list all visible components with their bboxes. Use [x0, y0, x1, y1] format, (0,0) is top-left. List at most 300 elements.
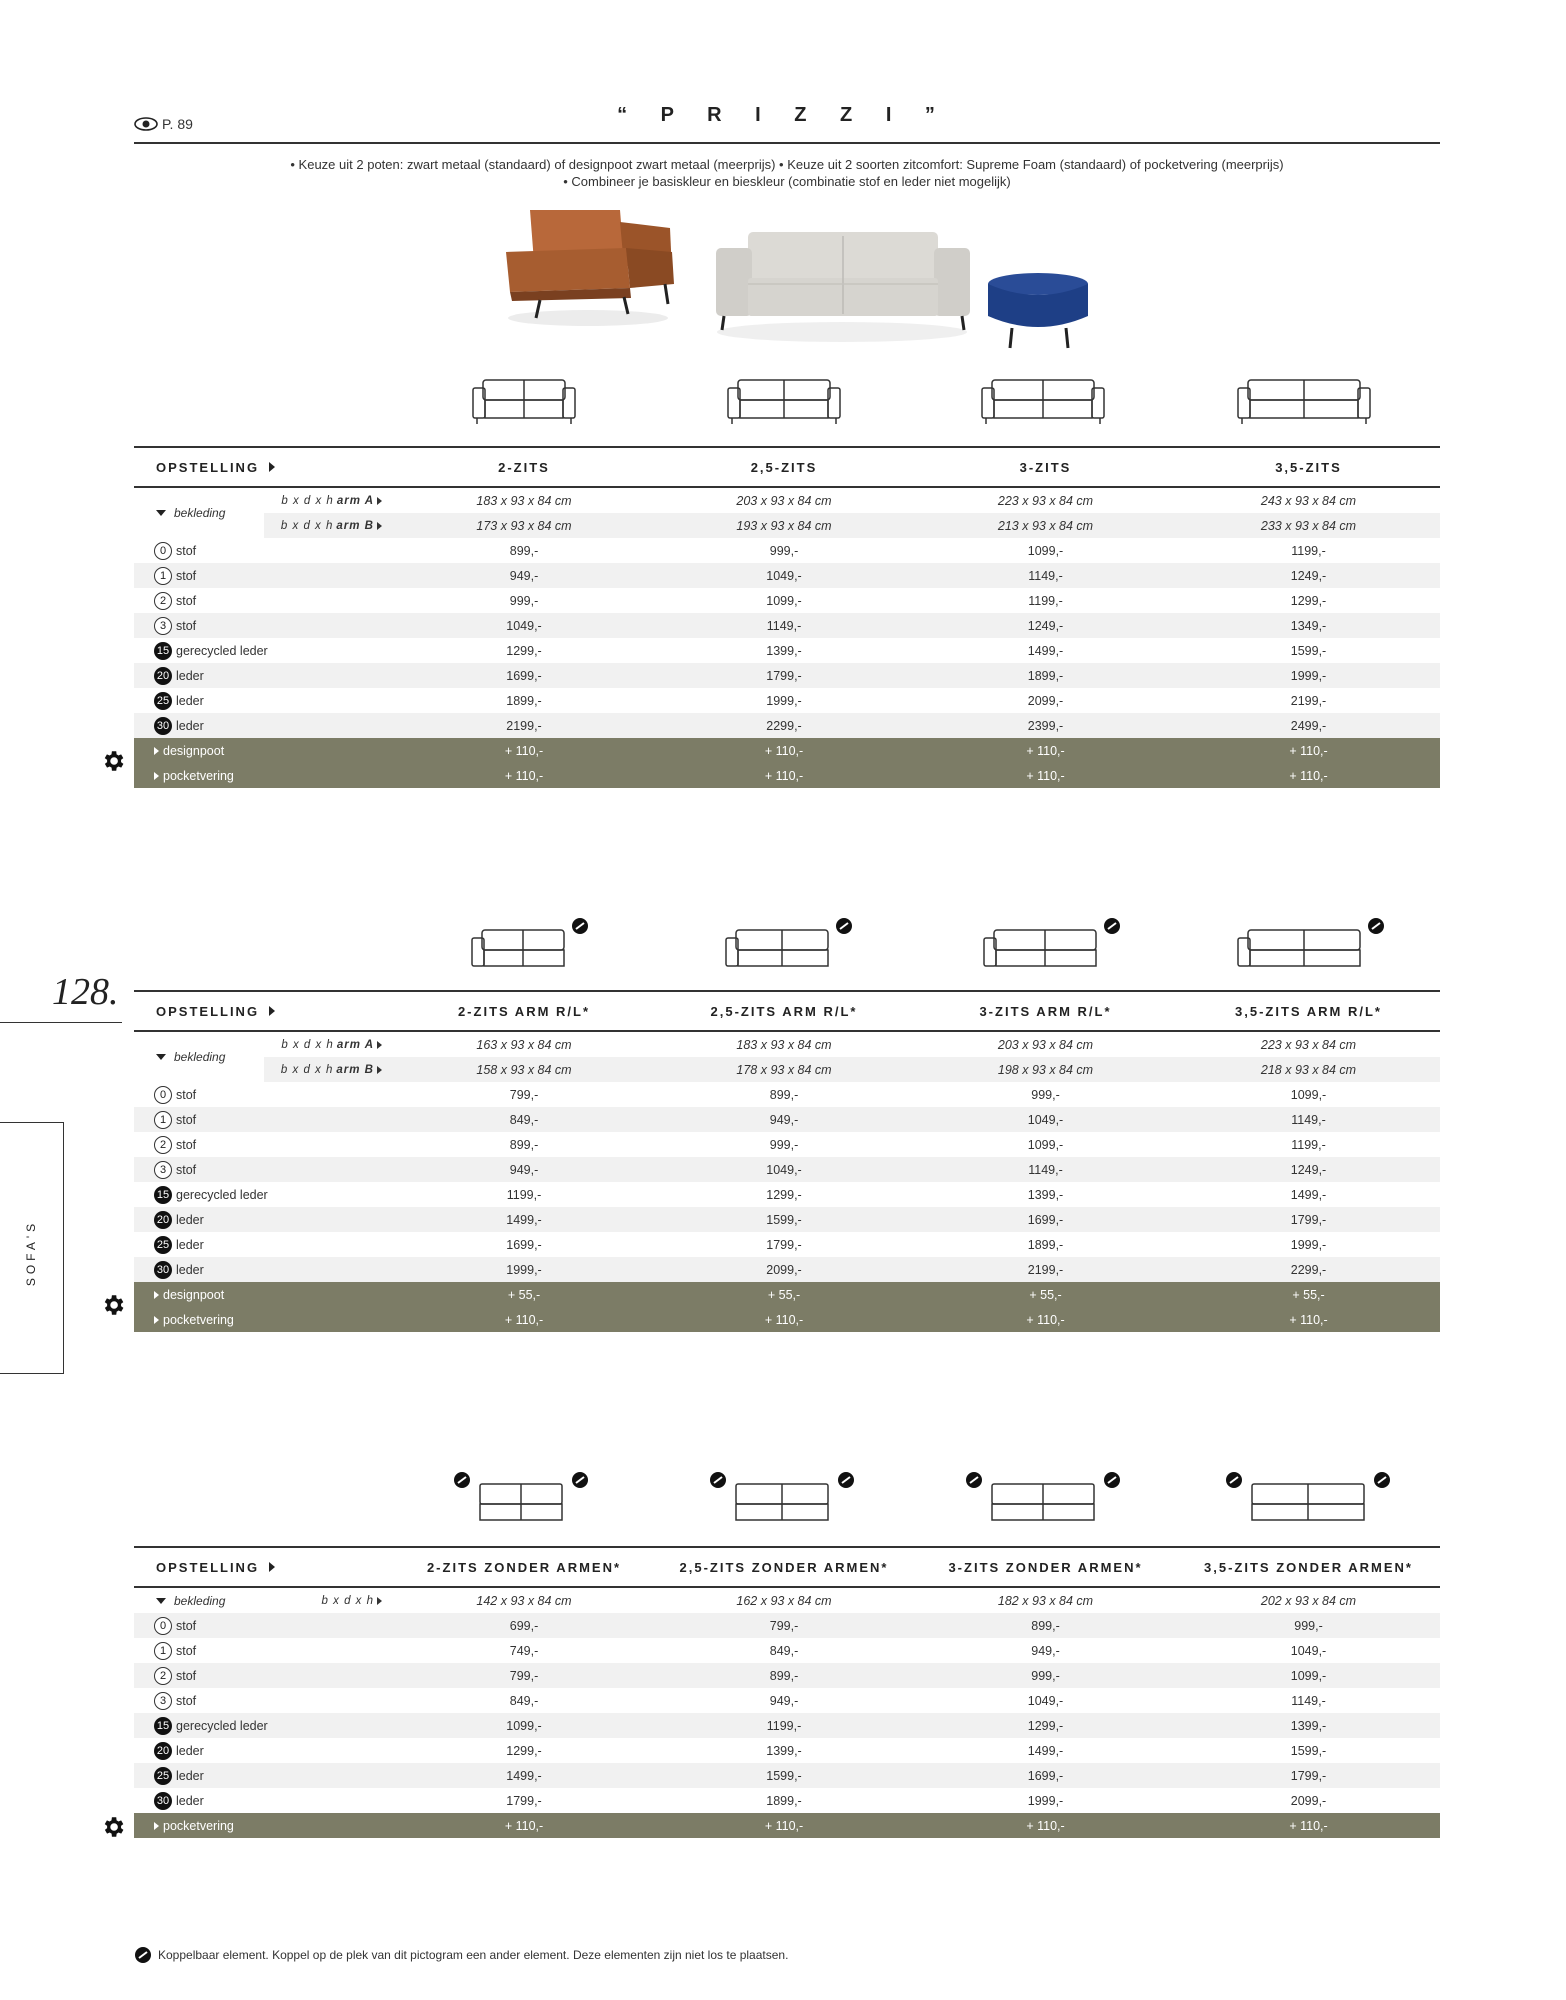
- price-cell: 1199,-: [1028, 593, 1063, 608]
- bekleding-label: bekleding: [174, 506, 226, 520]
- price-cell: 1899,-: [506, 693, 542, 708]
- dimension-label: b x d x h arm A: [264, 1039, 394, 1051]
- note-line: • Combineer je basiskleur en bieskleur (combinatie stof en leder niet mogelijk): [563, 174, 1011, 189]
- column-header: 3,5-ZITS ZONDER ARMEN*: [1204, 1559, 1413, 1575]
- option-row: [134, 1307, 1440, 1332]
- caret-down-icon: [156, 1598, 166, 1604]
- option-price: + 55,-: [914, 1282, 1177, 1307]
- price-cell: 1599,-: [1290, 1743, 1327, 1758]
- gear-icon: [100, 748, 126, 774]
- option-row: [134, 1282, 1440, 1307]
- price-cell: 1499,-: [394, 1207, 654, 1232]
- dimension-label: b x d x h arm B: [264, 1064, 394, 1076]
- price-cell: 999,-: [769, 1137, 799, 1152]
- configuration-icons: [134, 916, 1440, 976]
- sofa-outline-icon: [708, 1470, 858, 1526]
- material-label: leder: [176, 1743, 204, 1758]
- price-row: [134, 1207, 1440, 1232]
- price-cell: 1199,-: [654, 1713, 914, 1738]
- option-row: [134, 1813, 1440, 1838]
- dimension-label: b x d x h arm B: [264, 520, 394, 532]
- price-cell: 2299,-: [654, 713, 914, 738]
- price-cell: 1299,-: [914, 1713, 1177, 1738]
- price-cell: 1799,-: [506, 1793, 542, 1808]
- price-group-badge: 1: [154, 567, 172, 585]
- bekleding-toggle[interactable]: [134, 1050, 264, 1064]
- option-price: + 110,-: [394, 763, 654, 788]
- footnote: [134, 1946, 788, 1964]
- column-header: 3-ZITS ARM R/L*: [979, 1003, 1112, 1019]
- option-label: designpoot: [163, 1287, 225, 1302]
- configuration-icons: [134, 372, 1440, 432]
- option-price: + 110,-: [1177, 738, 1440, 763]
- price-group-badge: 30: [154, 1792, 172, 1810]
- price-cell: 999,-: [509, 593, 539, 608]
- price-row: [134, 1082, 1440, 1107]
- price-cell: 1999,-: [1290, 1237, 1327, 1252]
- column-header: 2,5-ZITS ARM R/L*: [710, 1003, 858, 1019]
- price-group-badge: 3: [154, 617, 172, 635]
- price-cell: 949,-: [1031, 1643, 1060, 1658]
- price-row: [134, 1613, 1440, 1638]
- sofa-outline-icon: [1234, 916, 1390, 972]
- price-cell: 1149,-: [654, 613, 914, 638]
- option-price: + 110,-: [394, 1813, 654, 1838]
- column-header: 2-ZITS: [498, 459, 550, 475]
- gear-icon: [100, 1292, 126, 1318]
- dimension-value: 162 x 93 x 84 cm: [736, 1593, 832, 1608]
- option-price: + 110,-: [914, 738, 1177, 763]
- caret-right-icon: [154, 747, 159, 755]
- price-group-badge: 30: [154, 1261, 172, 1279]
- price-group-badge: 25: [154, 1767, 172, 1785]
- price-row: [134, 663, 1440, 688]
- link-icon: [134, 1946, 152, 1964]
- sofa-outline-icon: [964, 1470, 1124, 1526]
- bekleding-toggle[interactable]: [134, 506, 264, 520]
- dimension-row: [134, 487, 1440, 513]
- option-price: + 110,-: [1177, 763, 1440, 788]
- material-label: leder: [176, 1768, 204, 1783]
- material-label: leder: [176, 1793, 204, 1808]
- price-cell: 1999,-: [766, 693, 802, 708]
- price-cell: 1049,-: [654, 1157, 914, 1182]
- page-reference-text: P. 89: [162, 116, 193, 132]
- price-cell: 999,-: [914, 1663, 1177, 1688]
- price-cell: 999,-: [1031, 1087, 1060, 1102]
- option-label: pocketvering: [163, 768, 234, 783]
- caret-down-icon: [156, 1054, 166, 1060]
- price-row: [134, 713, 1440, 738]
- dimension-label: b x d x h arm A: [264, 495, 394, 507]
- dimension-label: b x d x h: [264, 1595, 394, 1607]
- price-cell: 799,-: [509, 1087, 539, 1102]
- column-header: 2-ZITS ZONDER ARMEN*: [426, 1559, 622, 1575]
- material-label: gerecycled leder: [176, 643, 268, 658]
- material-label: gerecycled leder: [176, 1718, 268, 1733]
- price-cell: 1149,-: [914, 563, 1177, 588]
- price-table: [134, 1546, 1440, 1838]
- table-header-row: [134, 991, 1440, 1031]
- price-row: [134, 1763, 1440, 1788]
- price-group-badge: 2: [154, 592, 172, 610]
- price-cell: 2199,-: [1290, 693, 1327, 708]
- dimension-value: 158 x 93 x 84 cm: [394, 1057, 654, 1082]
- price-cell: 1399,-: [766, 643, 802, 658]
- price-cell: 849,-: [509, 1693, 539, 1708]
- sofa-outline-icon: [1224, 1470, 1394, 1526]
- dimension-value: 233 x 93 x 84 cm: [1177, 513, 1440, 538]
- sofa-outline-icon: [468, 916, 594, 972]
- price-cell: 1099,-: [1027, 1137, 1064, 1152]
- option-row: [134, 763, 1440, 788]
- price-cell: 1249,-: [914, 613, 1177, 638]
- material-label: gerecycled leder: [176, 1187, 268, 1202]
- price-group-badge: 0: [154, 1617, 172, 1635]
- caret-right-icon: [154, 772, 159, 780]
- dimension-value: 183 x 93 x 84 cm: [736, 1037, 832, 1052]
- option-label: designpoot: [163, 743, 225, 758]
- price-cell: 2099,-: [1027, 693, 1064, 708]
- opstelling-label: OPSTELLING: [156, 459, 260, 475]
- column-header: 3-ZITS: [1019, 459, 1072, 475]
- price-cell: 1399,-: [1177, 1713, 1440, 1738]
- price-cell: 1499,-: [1027, 1743, 1064, 1758]
- header-divider: [134, 142, 1440, 144]
- price-cell: 1049,-: [394, 613, 654, 638]
- price-group-badge: 3: [154, 1161, 172, 1179]
- column-header: 2-ZITS ARM R/L*: [457, 1003, 591, 1019]
- dimension-value: 243 x 93 x 84 cm: [1260, 493, 1357, 508]
- price-cell: 999,-: [1177, 1613, 1440, 1638]
- dimension-value: 193 x 93 x 84 cm: [654, 513, 914, 538]
- price-cell: 1499,-: [1290, 1187, 1327, 1202]
- price-cell: 899,-: [654, 1663, 914, 1688]
- material-label: stof: [176, 568, 197, 583]
- option-label: pocketvering: [163, 1818, 234, 1833]
- price-row: [134, 1688, 1440, 1713]
- page-number-rule: [0, 1022, 122, 1023]
- price-cell: 699,-: [394, 1613, 654, 1638]
- price-cell: 1049,-: [654, 563, 914, 588]
- price-row: [134, 1788, 1440, 1813]
- gear-icon: [100, 1814, 126, 1840]
- material-label: stof: [176, 1668, 197, 1683]
- price-cell: 999,-: [769, 543, 799, 558]
- material-label: leder: [176, 1212, 204, 1227]
- price-cell: 1149,-: [1177, 1107, 1440, 1132]
- option-price: + 55,-: [654, 1282, 914, 1307]
- price-cell: 2199,-: [394, 713, 654, 738]
- column-header: 3-ZITS ZONDER ARMEN*: [948, 1559, 1143, 1575]
- price-cell: 1299,-: [1290, 593, 1327, 608]
- price-cell: 2099,-: [654, 1257, 914, 1282]
- price-group-badge: 15: [154, 1186, 172, 1204]
- option-row: [134, 738, 1440, 763]
- price-cell: 849,-: [769, 1643, 799, 1658]
- material-label: stof: [176, 1162, 197, 1177]
- price-cell: 1199,-: [1291, 543, 1326, 558]
- price-cell: 1799,-: [1177, 1763, 1440, 1788]
- column-header: 2,5-ZITS ZONDER ARMEN*: [679, 1559, 889, 1575]
- dimension-value: 173 x 93 x 84 cm: [394, 513, 654, 538]
- price-row: [134, 1713, 1440, 1738]
- price-cell: 2499,-: [1177, 713, 1440, 738]
- price-row: [134, 1132, 1440, 1157]
- material-label: stof: [176, 1087, 197, 1102]
- price-group-badge: 0: [154, 542, 172, 560]
- price-row: [134, 1107, 1440, 1132]
- price-cell: 1299,-: [506, 643, 542, 658]
- price-cell: 899,-: [509, 543, 539, 558]
- caret-right-icon: [154, 1291, 159, 1299]
- sofa-outline-icon: [722, 916, 858, 972]
- dimension-value: 223 x 93 x 84 cm: [1260, 1037, 1357, 1052]
- caret-right-icon: [154, 1822, 159, 1830]
- dimension-value: 198 x 93 x 84 cm: [914, 1057, 1177, 1082]
- dimension-value: 182 x 93 x 84 cm: [997, 1593, 1094, 1608]
- sofa-outline-icon: [469, 372, 579, 428]
- caret-right-icon: [154, 1316, 159, 1324]
- option-price: + 110,-: [654, 763, 914, 788]
- price-cell: 2199,-: [914, 1257, 1177, 1282]
- material-label: leder: [176, 1237, 204, 1252]
- dimension-value: 142 x 93 x 84 cm: [476, 1593, 572, 1608]
- price-group-badge: 0: [154, 1086, 172, 1104]
- product-photo-pouf: [986, 272, 1090, 356]
- price-row: [134, 1663, 1440, 1688]
- opstelling-label: OPSTELLING: [156, 1003, 260, 1019]
- price-row: [134, 1638, 1440, 1663]
- price-cell: 2099,-: [1290, 1793, 1327, 1808]
- table-header-row: [134, 447, 1440, 487]
- price-group-badge: 20: [154, 667, 172, 685]
- price-cell: 2299,-: [1177, 1257, 1440, 1282]
- price-cell: 1099,-: [766, 593, 802, 608]
- price-cell: 1049,-: [1027, 1693, 1064, 1708]
- section-side-tab[interactable]: [0, 1122, 64, 1374]
- caret-right-icon: [377, 1041, 382, 1049]
- price-cell: 1699,-: [914, 1763, 1177, 1788]
- price-cell: 1199,-: [1291, 1137, 1326, 1152]
- caret-right-icon: [377, 497, 382, 505]
- dimension-row: [134, 1587, 1440, 1613]
- price-row: [134, 1738, 1440, 1763]
- caret-right-icon: [377, 1066, 382, 1074]
- price-cell: 749,-: [509, 1643, 539, 1658]
- dimension-row: [134, 513, 1440, 538]
- price-row: [134, 563, 1440, 588]
- material-label: stof: [176, 1643, 197, 1658]
- material-label: stof: [176, 618, 197, 633]
- opstelling-label: OPSTELLING: [156, 1559, 260, 1575]
- price-cell: 1599,-: [654, 1207, 914, 1232]
- material-label: leder: [176, 718, 204, 733]
- column-header: 2,5-ZITS: [750, 459, 818, 475]
- note-line: • Keuze uit 2 poten: zwart metaal (standaard) of designpoot zwart metaal (meerprijs) • Keuze uit 2 soorten zitcomfort: Supreme Foam (standaard) of pocketvering (meerprijs): [290, 157, 1284, 172]
- price-group-badge: 2: [154, 1667, 172, 1685]
- dimension-row: [134, 1057, 1440, 1082]
- option-label: pocketvering: [163, 1312, 234, 1327]
- material-label: leder: [176, 1262, 204, 1277]
- price-cell: 1099,-: [394, 1713, 654, 1738]
- option-price: + 110,-: [914, 1813, 1177, 1838]
- price-cell: 949,-: [654, 1107, 914, 1132]
- dimension-value: 163 x 93 x 84 cm: [476, 1037, 572, 1052]
- price-group-badge: 30: [154, 717, 172, 735]
- material-label: leder: [176, 668, 204, 683]
- footnote-text: Koppelbaar element. Koppel op de plek van dit pictogram een ander element. Deze elementen zijn niet los te plaatsen.: [158, 1948, 789, 1962]
- price-cell: 899,-: [769, 1087, 799, 1102]
- caret-right-icon: [269, 462, 275, 472]
- option-price: + 110,-: [654, 1307, 914, 1332]
- price-cell: 1899,-: [766, 1793, 802, 1808]
- dimension-value: 203 x 93 x 84 cm: [736, 493, 832, 508]
- dimension-value: 213 x 93 x 84 cm: [914, 513, 1177, 538]
- price-cell: 1049,-: [1290, 1643, 1327, 1658]
- price-cell: 1899,-: [1027, 1237, 1064, 1252]
- sofa-outline-icon: [724, 372, 844, 428]
- price-cell: 1249,-: [1177, 1157, 1440, 1182]
- price-cell: 1149,-: [914, 1157, 1177, 1182]
- bekleding-label: bekleding: [174, 1593, 226, 1608]
- product-photo-leather-sofa: [500, 200, 680, 330]
- option-price: + 55,-: [1177, 1282, 1440, 1307]
- price-cell: 1799,-: [1177, 1207, 1440, 1232]
- sofa-outline-icon: [980, 916, 1126, 972]
- price-cell: 1999,-: [1177, 663, 1440, 688]
- price-row: [134, 1257, 1440, 1282]
- price-cell: 1599,-: [1290, 643, 1327, 658]
- material-label: stof: [176, 1112, 197, 1127]
- price-cell: 1499,-: [1027, 643, 1064, 658]
- price-cell: 1049,-: [914, 1107, 1177, 1132]
- price-cell: 1149,-: [1291, 1693, 1326, 1708]
- option-price: + 110,-: [1177, 1307, 1440, 1332]
- price-cell: 1499,-: [394, 1763, 654, 1788]
- price-row: [134, 688, 1440, 713]
- option-price: + 110,-: [394, 1307, 654, 1332]
- column-header: 3,5-ZITS ARM R/L*: [1235, 1003, 1382, 1019]
- option-price: + 110,-: [654, 1813, 914, 1838]
- dimension-value: 183 x 93 x 84 cm: [476, 493, 572, 508]
- price-cell: 1199,-: [506, 1187, 542, 1202]
- material-label: leder: [176, 693, 204, 708]
- dimension-value: 218 x 93 x 84 cm: [1177, 1057, 1440, 1082]
- price-group-badge: 1: [154, 1642, 172, 1660]
- dimension-row: [134, 1031, 1440, 1057]
- caret-down-icon: [156, 510, 166, 516]
- price-group-badge: 20: [154, 1742, 172, 1760]
- sofa-outline-icon: [1234, 372, 1374, 428]
- price-cell: 799,-: [654, 1613, 914, 1638]
- material-label: stof: [176, 593, 197, 608]
- price-cell: 1099,-: [1027, 543, 1064, 558]
- price-cell: 1399,-: [1027, 1187, 1064, 1202]
- caret-right-icon: [269, 1562, 275, 1572]
- price-group-badge: 1: [154, 1111, 172, 1129]
- price-cell: 1699,-: [506, 1237, 542, 1252]
- price-cell: 1399,-: [766, 1743, 802, 1758]
- price-table: [134, 990, 1440, 1332]
- price-cell: 1799,-: [766, 1237, 802, 1252]
- price-cell: 1099,-: [1290, 1087, 1327, 1102]
- price-cell: 1299,-: [506, 1743, 542, 1758]
- material-label: stof: [176, 1618, 197, 1633]
- caret-right-icon: [269, 1006, 275, 1016]
- price-cell: 2399,-: [914, 713, 1177, 738]
- sofa-outline-icon: [978, 372, 1108, 428]
- price-group-badge: 25: [154, 692, 172, 710]
- price-cell: 1599,-: [654, 1763, 914, 1788]
- price-cell: 1349,-: [1177, 613, 1440, 638]
- option-price: + 110,-: [654, 738, 914, 763]
- price-row: [134, 1232, 1440, 1257]
- material-label: stof: [176, 1137, 197, 1152]
- dimension-value: 202 x 93 x 84 cm: [1260, 1593, 1357, 1608]
- column-header: 3,5-ZITS: [1275, 459, 1342, 475]
- price-cell: 849,-: [394, 1107, 654, 1132]
- dimension-value: 203 x 93 x 84 cm: [997, 1037, 1094, 1052]
- configuration-icons: [134, 1470, 1440, 1530]
- dimension-value: 178 x 93 x 84 cm: [654, 1057, 914, 1082]
- price-cell: 899,-: [509, 1137, 539, 1152]
- material-label: stof: [176, 543, 197, 558]
- material-label: stof: [176, 1693, 197, 1708]
- price-row: [134, 538, 1440, 563]
- option-price: + 110,-: [914, 1307, 1177, 1332]
- price-group-badge: 15: [154, 1717, 172, 1735]
- caret-right-icon: [377, 1597, 382, 1605]
- price-cell: 949,-: [394, 1157, 654, 1182]
- price-cell: 1699,-: [394, 663, 654, 688]
- price-cell: 949,-: [394, 563, 654, 588]
- option-price: + 110,-: [1177, 1813, 1440, 1838]
- product-photo-fabric-sofa: [712, 228, 972, 348]
- price-cell: 799,-: [394, 1663, 654, 1688]
- bekleding-label: bekleding: [174, 1050, 226, 1064]
- price-row: [134, 638, 1440, 663]
- price-group-badge: 15: [154, 642, 172, 660]
- price-cell: 1999,-: [1027, 1793, 1064, 1808]
- price-cell: 1249,-: [1177, 563, 1440, 588]
- price-cell: 1999,-: [394, 1257, 654, 1282]
- table-header-row: [134, 1547, 1440, 1587]
- caret-right-icon: [377, 522, 382, 530]
- bekleding-toggle[interactable]: [134, 1594, 264, 1608]
- page-title: “ P R I Z Z I ”: [617, 104, 949, 126]
- product-notes: [134, 156, 1440, 190]
- price-table: [134, 446, 1440, 788]
- price-cell: 1799,-: [654, 663, 914, 688]
- dimension-value: 223 x 93 x 84 cm: [997, 493, 1094, 508]
- price-cell: 949,-: [769, 1693, 799, 1708]
- price-cell: 1099,-: [1177, 1663, 1440, 1688]
- price-row: [134, 588, 1440, 613]
- price-cell: 1899,-: [914, 663, 1177, 688]
- price-group-badge: 20: [154, 1211, 172, 1229]
- price-group-badge: 2: [154, 1136, 172, 1154]
- side-tab-label: SOFA'S: [24, 1219, 38, 1287]
- option-price: + 55,-: [394, 1282, 654, 1307]
- price-group-badge: 3: [154, 1692, 172, 1710]
- price-cell: 899,-: [914, 1613, 1177, 1638]
- price-row: [134, 1157, 1440, 1182]
- price-cell: 1299,-: [766, 1187, 802, 1202]
- price-group-badge: 25: [154, 1236, 172, 1254]
- price-row: [134, 613, 1440, 638]
- price-cell: 1699,-: [914, 1207, 1177, 1232]
